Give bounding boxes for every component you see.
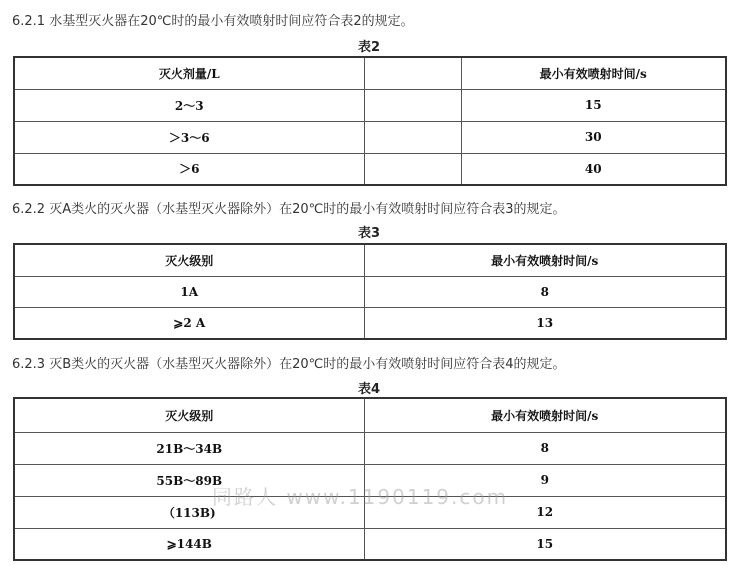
table-2 xyxy=(13,56,727,186)
table-header-row xyxy=(14,57,726,89)
table-4 xyxy=(13,397,727,561)
watermark: 同路人 www.1190119.com xyxy=(212,485,509,509)
table-cell: ⩾2 A xyxy=(14,307,364,339)
table-cell: 21B～34B xyxy=(14,432,364,464)
table-row xyxy=(14,307,726,339)
table-row xyxy=(14,528,726,560)
table-cell: 8 xyxy=(364,276,726,307)
header-cell: 灭火级别 xyxy=(14,244,364,276)
table-2-caption: 表2 xyxy=(357,40,381,55)
table-row xyxy=(14,153,726,185)
table-cell: （113B) xyxy=(14,496,364,528)
header-cell xyxy=(364,57,461,89)
table-row xyxy=(14,276,726,307)
header-cell: 最小有效喷射时间/s xyxy=(364,398,726,432)
table-cell: 15 xyxy=(364,528,726,560)
table-4-caption: 表4 xyxy=(357,382,381,397)
table-cell: 15 xyxy=(461,89,726,121)
table-cell: ＞3～6 xyxy=(14,121,364,153)
table-cell: 40 xyxy=(461,153,726,185)
table-cell: ⩾144B xyxy=(14,528,364,560)
header-cell: 最小有效喷射时间/s xyxy=(461,57,726,89)
table-cell: 12 xyxy=(364,496,726,528)
table-cell xyxy=(364,121,461,153)
header-cell: 灭火级别 xyxy=(14,398,364,432)
table-cell: 1A xyxy=(14,276,364,307)
table-cell xyxy=(364,153,461,185)
table-header-row xyxy=(14,398,726,432)
paragraph-6-2-3: 6.2.3 灭B类火的灭火器（水基型灭火器除外）在20℃时的最小有效喷射时间应符合表4的规定。 xyxy=(12,357,566,372)
table-cell: 30 xyxy=(461,121,726,153)
table-row xyxy=(14,121,726,153)
table-cell: 9 xyxy=(364,464,726,496)
table-cell: 8 xyxy=(364,432,726,464)
header-cell: 灭火剂量/L xyxy=(14,57,364,89)
table-3-caption: 表3 xyxy=(357,226,381,241)
table-cell xyxy=(364,89,461,121)
paragraph-6-2-1: 6.2.1 水基型灭火器在20℃时的最小有效喷射时间应符合表2的规定。 xyxy=(12,14,414,29)
table-row xyxy=(14,432,726,464)
header-cell: 最小有效喷射时间/s xyxy=(364,244,726,276)
table-cell: 55B～89B xyxy=(14,464,364,496)
table-cell: ＞6 xyxy=(14,153,364,185)
table-cell: 13 xyxy=(364,307,726,339)
table-header-row xyxy=(14,244,726,276)
table-row xyxy=(14,89,726,121)
table-cell: 2～3 xyxy=(14,89,364,121)
table-3 xyxy=(13,243,727,340)
paragraph-6-2-2: 6.2.2 灭A类火的灭火器（水基型灭火器除外）在20℃时的最小有效喷射时间应符合表3的规定。 xyxy=(12,202,566,217)
